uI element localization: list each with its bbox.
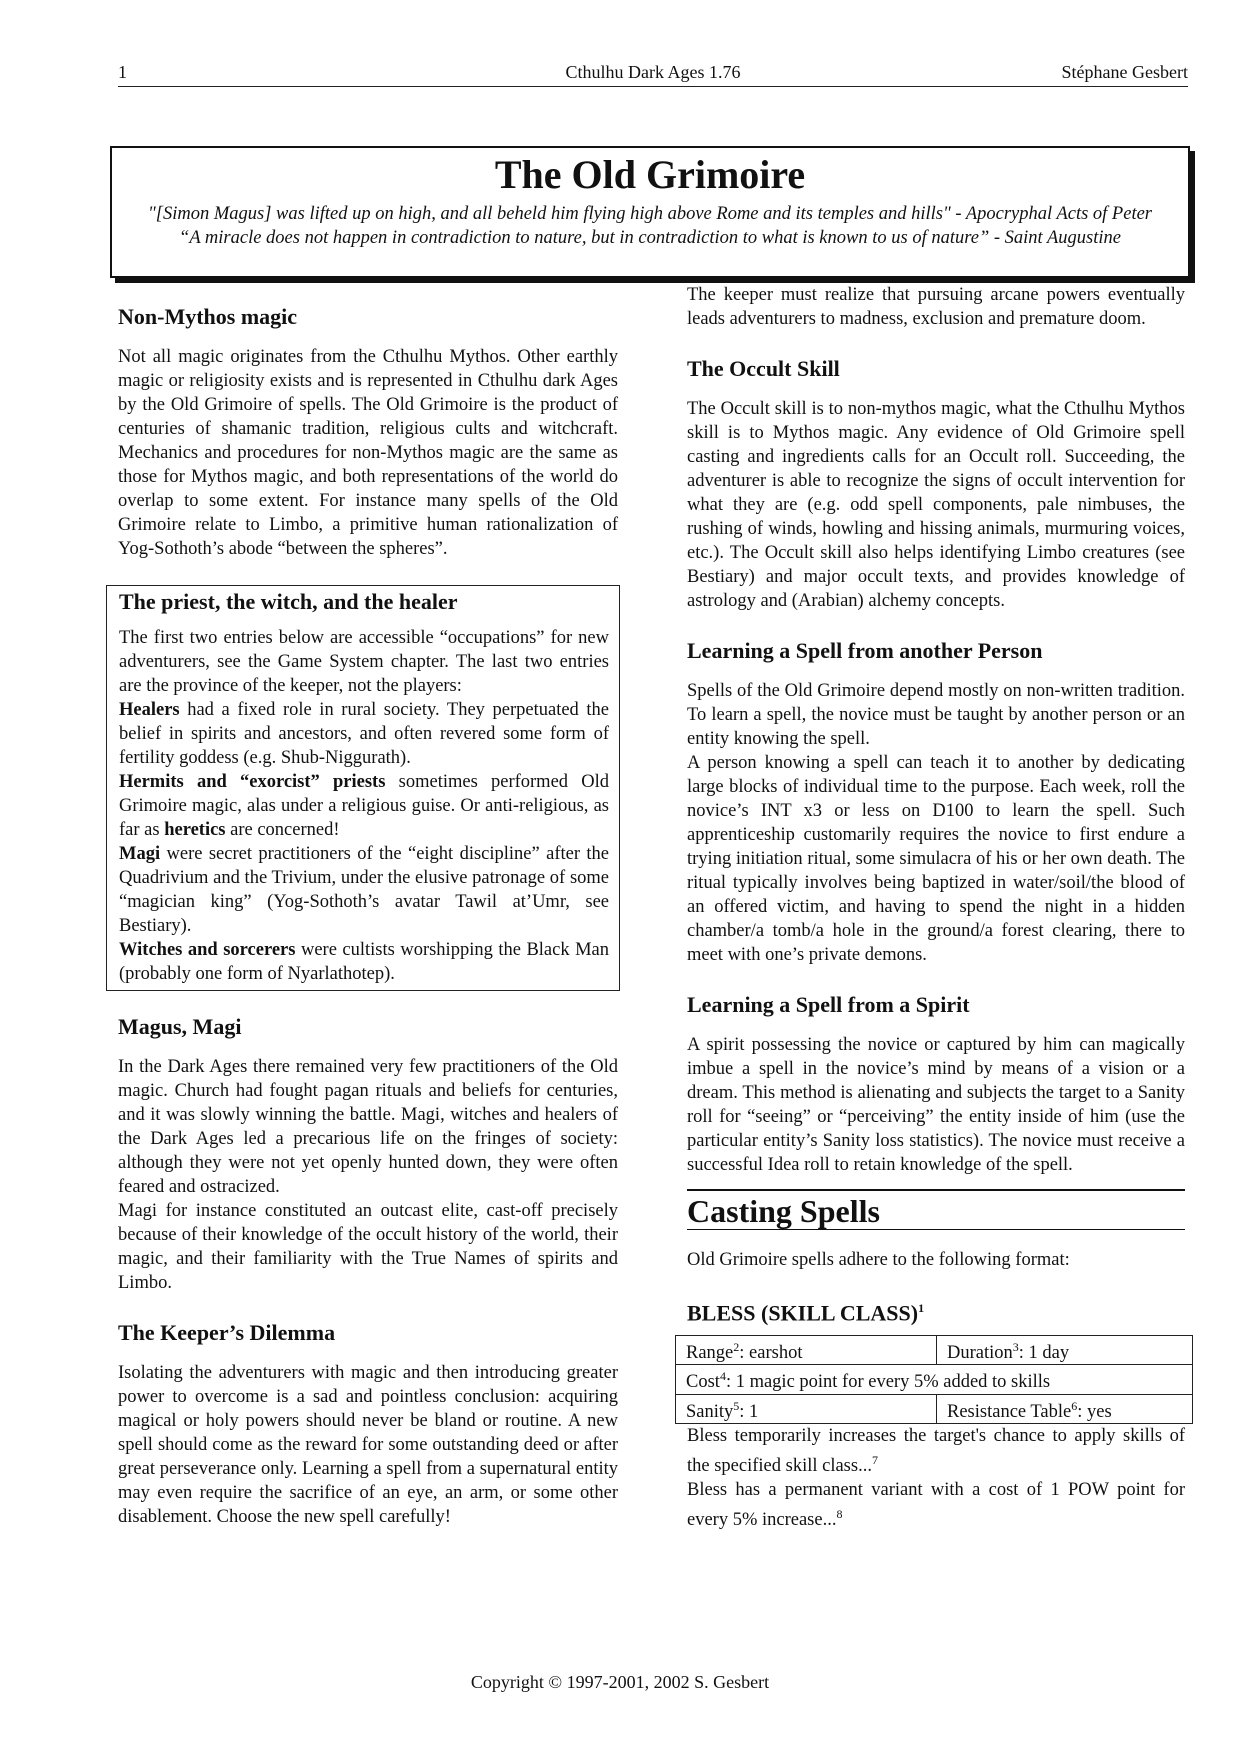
section-learning-person [687,637,1185,967]
range-cell [676,1336,937,1365]
entry-label: Magi [119,844,161,864]
entry-hermits [119,770,609,842]
section-heading: Magus, Magi [118,1014,242,1039]
duration-cell [937,1336,1193,1365]
entry-magi [119,842,609,938]
entry-healers [119,698,609,770]
page-number: 1 [118,62,127,82]
footnote-ref: 4 [719,1369,726,1384]
footnote-ref: 8 [836,1506,843,1521]
cell-value: : 1 day [1018,1343,1070,1364]
epigraph-quote-2: “A miracle does not happen in contradiction to nature, but in contradiction to what is known to us of nature” - Saint Augustine [179,228,1121,248]
footnote-ref: 6 [1071,1398,1078,1413]
spell-title: BLESS (SKILL CLASS) [687,1300,919,1326]
paragraph: The keeper must realize that pursuing arcane powers eventually leads adventurers to madness, exclusion and premature doom. [687,285,1185,329]
cell-label: Range [686,1343,734,1364]
section-heading: The Occult Skill [687,356,840,381]
section-heading: Learning a Spell from another Person [687,638,1043,663]
paragraph: The Occult skill is to non-mythos magic, what the Cthulhu Mythos skill is to Mythos magic. Any evidence of Old Grimoire spell casting and ingredients calls for an Occult roll. Succeeding, the adventurer is able to recognize the signs of occult intervention for what they are (e.g. odd spell components, pale nimbuses, the rushing of winds, howling and hissing animals, murmuring voices, etc.). The Occult skill also helps identifying Limbo creatures (see Bestiary) and major occult texts, and provides knowledge of astrology and (Arabian) alchemy concepts. [687,399,1185,611]
entry-text: sometimes performed Old Grimoire magic, alas under a religious guise. Or anti-religious, as far as [119,772,609,840]
cost-cell [676,1365,1193,1394]
spell-stat-table [675,1335,1193,1423]
paragraph: Old Grimoire spells adhere to the following format: [687,1250,1070,1270]
footnote-ref: 1 [918,1301,925,1315]
cell-value: : 1 [739,1401,759,1422]
spell-name [687,1296,1185,1325]
entry-text: are concerned! [225,820,340,840]
table-row [676,1336,1193,1365]
paragraph: A spirit possessing the novice or captured by him can magically imbue a spell in the novice’s mind by means of a vision or a dream. This method is alienating and subjects the target to a Sanity roll for “seeing” or “perceiving” the entity inside of him (use the particular entity’s Sanity loss statistics). The novice must receive a successful Idea roll to retain knowledge of the spell. [687,1035,1185,1175]
sanity-cell [676,1394,937,1423]
epigraph-quote-1: "[Simon Magus] was lifted up on high, and all beheld him flying high above Rome and its temples and hills" - Apocryphal Acts of Peter [148,204,1152,224]
section-heading: Learning a Spell from a Spirit [687,992,970,1017]
section-heading: The Keeper’s Dilemma [118,1320,336,1345]
footnote-ref: 5 [733,1398,740,1413]
cell-value: : 1 magic point for every 5% added to skills [725,1372,1051,1393]
paragraph: Magi for instance constituted an outcast elite, cast-off precisely because of their knowledge of the occult history of the world, their magic, and their familiarity with the True Names of spirits and Limbo. [118,1201,618,1293]
footer-copyright: Copyright © 1997-2001, 2002 S. Gesbert [470,1672,770,1692]
paragraph: In the Dark Ages there remained very few practitioners of the Old magic. Church had fought pagan rituals and beliefs for centuries, and it was slowly winning the battle. Magi, witches and healers of the Dark Ages led a precarious life on the fringes of society: although they were not yet openly hunted down, they were often feared and ostracized. [118,1057,618,1197]
left-column [118,303,618,1553]
entry-bold: heretics [164,820,226,840]
section-magus [118,1013,618,1295]
entry-text: had a fixed role in rural society. They perpetuated the belief in spirits and ancestors, and often revered some form of fertility goddess (e.g. Shub-Niggurath). [119,700,609,768]
right-column [687,283,1185,1532]
cell-value: : earshot [739,1343,803,1364]
spell-variant [687,1478,1185,1532]
paragraph: A person knowing a spell can teach it to another by dedicating large blocks of individual time to the purpose. Each week, roll the novice’s INT x3 or less on D100 to learn the spell. Such apprenticeship customarily requires the novice to first endure a trying initiation ritual, some simulacra of his or her own death. The ritual typically involves being baptized in water/soil/the blood of an offered victim, and having to spend the night in a hidden chamber/a tomb/a hole in the ground/a forest clearing, there to meet with one’s private demons. [687,753,1185,965]
running-title: Cthulhu Dark Ages 1.76 [565,62,741,82]
running-header [118,62,1188,87]
section-learning-spirit [687,991,1185,1177]
section-heading: Non-Mythos magic [118,304,298,329]
section-keeper-dilemma [118,1319,618,1529]
resistance-cell [937,1394,1193,1423]
entry-witches [119,938,609,986]
cell-label: Resistance Table [947,1401,1072,1422]
entry-text: were cultists worshipping the Black Man (probably one form of Nyarlathotep). [119,940,610,984]
note-text: Bless temporarily increases the target's chance to apply skills of the specified skill class... [687,1425,1185,1476]
entry-text: were secret practitioners of the “eight discipline” after the Quadrivium and the Trivium, under the elusive patronage of some “magician king” (Yog-Sothoth’s avatar Tawil at’Umr, see Bestiary). [119,844,609,936]
chapter-subheading: Casting Spells [687,1189,1185,1230]
cell-label: Sanity [686,1401,734,1422]
chapter-title: The Old Grimoire [494,152,806,197]
paragraph: The first two entries below are accessible “occupations” for new adventurers, see the Game System chapter. The last two entries are the province of the keeper, not the players: [119,628,609,696]
footnote-ref: 3 [1012,1340,1019,1355]
entry-label: Healers [119,700,180,720]
sidebar-box-priest-witch-healer [106,585,620,991]
section-occult-skill [687,355,1185,613]
section-non-mythos [118,303,618,561]
section-keeper-continued [687,283,1185,331]
entry-label: Hermits and “exorcist” priests [119,772,386,792]
footnote-ref: 7 [871,1452,878,1467]
running-author: Stéphane Gesbert [1061,62,1188,82]
section-casting-spells [687,1189,1185,1532]
paragraph: Spells of the Old Grimoire depend mostly on non-written tradition. To learn a spell, the novice must be taught by another person or an entity knowing the spell. [687,681,1185,749]
note-text: Bless has a permanent variant with a cost of 1 POW point for every 5% increase... [687,1479,1185,1531]
sidebar-heading: The priest, the witch, and the healer [119,589,458,614]
cell-value: : yes [1077,1401,1112,1422]
entry-label: Witches and sorcerers [119,940,296,960]
cell-label: Duration [947,1343,1013,1364]
table-row [676,1365,1193,1394]
cell-label: Cost [686,1372,720,1393]
paragraph: Not all magic originates from the Cthulhu Mythos. Other earthly magic or religiosity exists and is represented in Cthulhu dark Ages by the Old Grimoire of spells. The Old Grimoire is the product of centuries of shamanic tradition, religious cults and witchcraft. Mechanics and procedures for non-Mythos magic are the same as those for Mythos magic, and both representations of the world do overlap to some extent. For instance many spells of the Old Grimoire relate to Limbo, a primitive human rationalization of Yog-Sothoth’s abode “between the spheres”. [118,347,618,559]
table-row [676,1394,1193,1423]
paragraph: Isolating the adventurers with magic and then introducing greater power to overcome is a sad and pointless conclusion: acquiring magical or holy powers should never be bland or routine. A new spell should come as the reward for some outstanding deed or after great perseverance only. Learning a spell from a supernatural entity may even require the sacrifice of an eye, an arm, or some other disablement. Choose the new spell carefully! [118,1363,618,1527]
footnote-ref: 2 [733,1340,740,1355]
chapter-title-box [110,146,1190,278]
spell-description [687,1424,1185,1478]
